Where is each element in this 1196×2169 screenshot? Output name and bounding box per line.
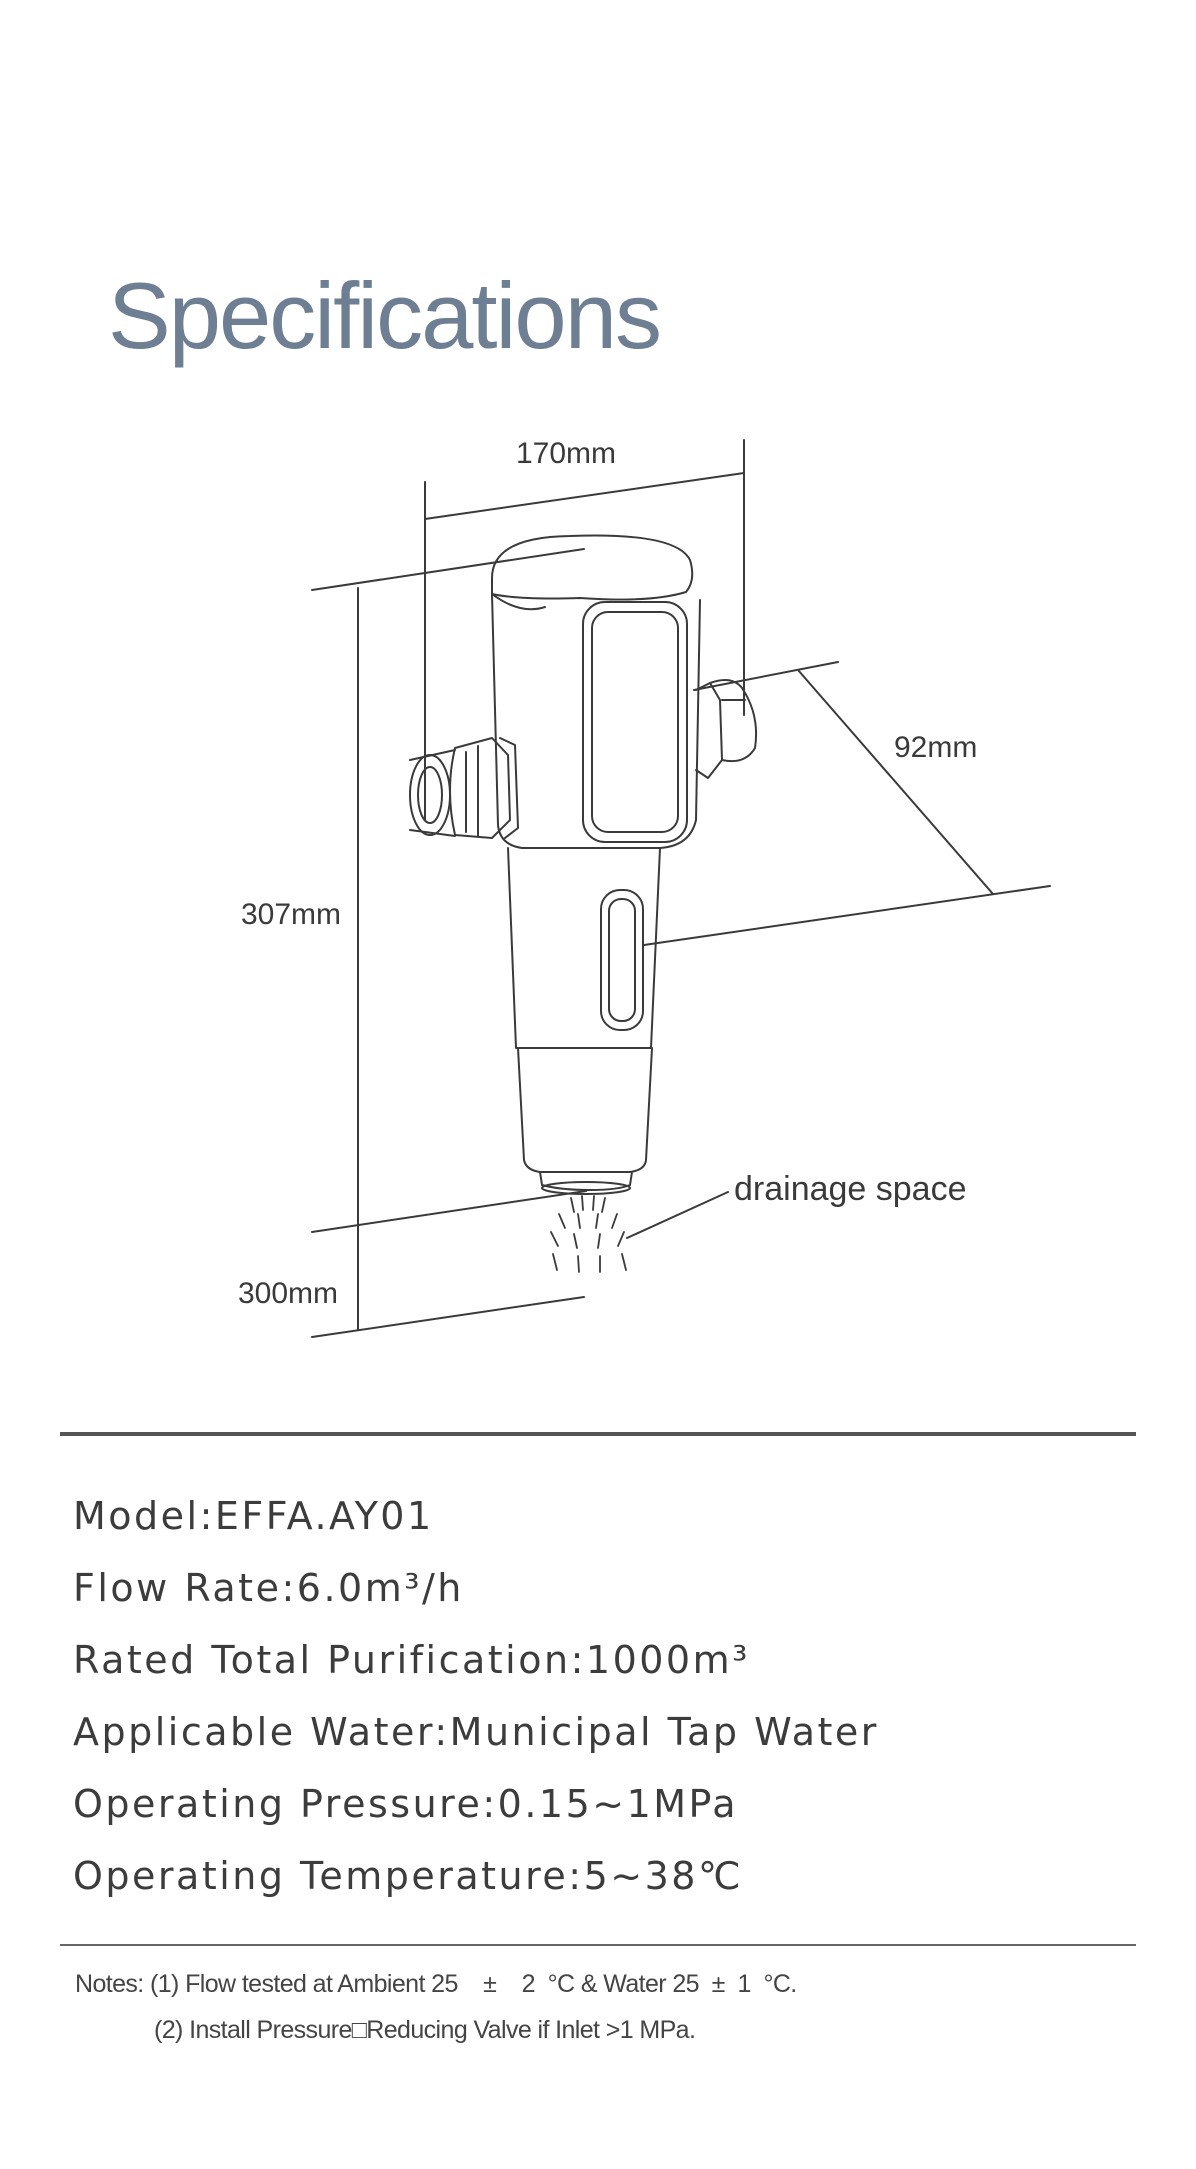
page-title: Specifications bbox=[108, 263, 660, 368]
spec-label: Flow Rate bbox=[73, 1566, 282, 1610]
spec-item-flow-rate: Flow Rate:6.0m³/h bbox=[73, 1566, 464, 1610]
section-divider bbox=[60, 1432, 1136, 1436]
spec-list bbox=[73, 1488, 879, 1920]
spec-label: Applicable Water bbox=[73, 1710, 435, 1754]
filter-body bbox=[410, 536, 756, 1195]
note-line-2: (2) Install Pressure□Reducing Valve if Inlet >1 MPa. bbox=[154, 2016, 696, 2044]
spec-label: Operating Pressure bbox=[73, 1782, 483, 1826]
spec-item-rated-purification: Rated Total Purification:1000m³ bbox=[73, 1638, 750, 1682]
spec-value: 0.15~1MPa bbox=[497, 1782, 739, 1826]
drainage-leader-line bbox=[627, 1192, 728, 1238]
spec-item-operating-pressure: Operating Pressure:0.15~1MPa bbox=[73, 1782, 739, 1826]
note-line-1: Notes: (1) Flow tested at Ambient 25 ± 2 °C & Water 25 ± 1 °C. bbox=[75, 1970, 797, 1998]
spec-item-applicable-water: Applicable Water:Municipal Tap Water bbox=[73, 1710, 879, 1754]
width-label: 170mm bbox=[516, 437, 617, 470]
notes bbox=[75, 1964, 797, 2056]
spec-label: Operating Temperature bbox=[73, 1854, 569, 1898]
depth-label: 92mm bbox=[894, 731, 978, 764]
depth-dimension-lines bbox=[644, 662, 1050, 945]
spec-value: EFFA.AY01 bbox=[214, 1494, 434, 1538]
height-dimension-lines bbox=[312, 549, 586, 1337]
spec-value: Municipal Tap Water bbox=[449, 1710, 879, 1754]
spec-label: Rated Total Purification bbox=[73, 1638, 571, 1682]
spec-label: Model bbox=[73, 1494, 200, 1538]
spec-item-model: Model:EFFA.AY01 bbox=[73, 1494, 434, 1538]
spec-item-operating-temperature: Operating Temperature:5~38℃ bbox=[73, 1854, 744, 1898]
drainage-label: drainage space bbox=[734, 1170, 967, 1208]
clearance-label: 300mm bbox=[238, 1277, 339, 1310]
water-spray bbox=[551, 1196, 626, 1272]
spec-value: 5~38℃ bbox=[583, 1854, 744, 1898]
notes-divider bbox=[60, 1944, 1136, 1946]
height-label: 307mm bbox=[241, 898, 342, 931]
spec-value: 1000m³ bbox=[585, 1638, 750, 1682]
spec-value: 6.0m³/h bbox=[296, 1566, 464, 1610]
